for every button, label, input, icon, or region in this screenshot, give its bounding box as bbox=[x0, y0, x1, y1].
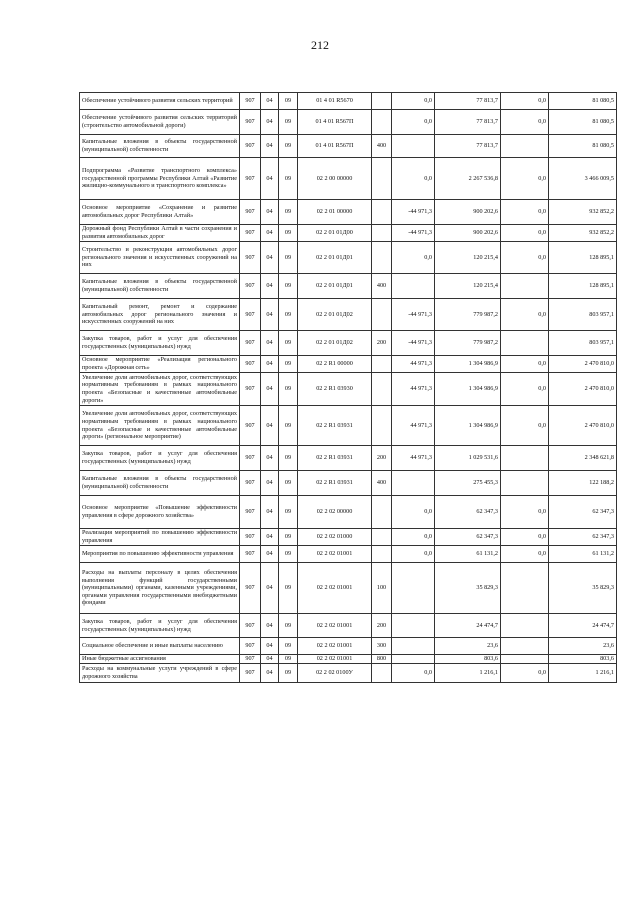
col-vr bbox=[372, 158, 392, 200]
col-change: 0,0 bbox=[392, 496, 435, 529]
col-csr: 02 2 R1 03930 bbox=[298, 373, 372, 406]
row-name: Капитальные вложения в объекты государственной (муниципальной) собственности bbox=[80, 471, 240, 496]
col-rz: 04 bbox=[261, 225, 279, 242]
col-rz: 04 bbox=[261, 331, 279, 356]
col-amount-2: 2 470 810,0 bbox=[549, 406, 617, 446]
row-name: Обеспечение устойчивого развития сельских территорий bbox=[80, 93, 240, 110]
col-change-2 bbox=[501, 274, 549, 299]
col-rz: 04 bbox=[261, 664, 279, 683]
col-pr: 09 bbox=[279, 446, 298, 471]
col-csr: 02 2 02 01001 bbox=[298, 655, 372, 664]
col-pr: 09 bbox=[279, 563, 298, 614]
col-change-2 bbox=[501, 614, 549, 638]
col-amount-2: 3 466 009,5 bbox=[549, 158, 617, 200]
col-gr: 907 bbox=[240, 110, 261, 135]
row-name: Закупка товаров, работ и услуг для обеспечения государственных (муниципальных) нужд bbox=[80, 446, 240, 471]
row-name: Реализация мероприятий по повышению эффективности управления bbox=[80, 529, 240, 546]
table-row bbox=[80, 356, 617, 373]
col-vr: 800 bbox=[372, 655, 392, 664]
col-rz: 04 bbox=[261, 93, 279, 110]
col-rz: 04 bbox=[261, 655, 279, 664]
col-pr: 09 bbox=[279, 135, 298, 158]
col-csr: 02 2 01 01Д01 bbox=[298, 274, 372, 299]
table-row bbox=[80, 331, 617, 356]
row-name: Закупка товаров, работ и услуг для обеспечения государственных (муниципальных) нужд bbox=[80, 614, 240, 638]
col-vr bbox=[372, 373, 392, 406]
col-vr: 200 bbox=[372, 614, 392, 638]
col-change: 0,0 bbox=[392, 664, 435, 683]
col-change bbox=[392, 135, 435, 158]
table-row bbox=[80, 529, 617, 546]
table-body bbox=[80, 93, 617, 683]
col-amount-1: 1 029 531,6 bbox=[435, 446, 501, 471]
col-csr: 02 2 02 0100У bbox=[298, 664, 372, 683]
col-change: 0,0 bbox=[392, 242, 435, 274]
col-csr: 01 4 01 R5670 bbox=[298, 93, 372, 110]
col-rz: 04 bbox=[261, 242, 279, 274]
col-amount-1: 900 202,6 bbox=[435, 225, 501, 242]
col-gr: 907 bbox=[240, 471, 261, 496]
col-change: 0,0 bbox=[392, 546, 435, 563]
col-change-2: 0,0 bbox=[501, 242, 549, 274]
col-rz: 04 bbox=[261, 373, 279, 406]
col-vr: 300 bbox=[372, 638, 392, 655]
col-amount-2: 803,6 bbox=[549, 655, 617, 664]
col-change-2: 0,0 bbox=[501, 529, 549, 546]
col-gr: 907 bbox=[240, 496, 261, 529]
col-gr: 907 bbox=[240, 638, 261, 655]
col-change: 44 971,3 bbox=[392, 356, 435, 373]
col-change bbox=[392, 614, 435, 638]
col-csr: 02 2 02 00000 bbox=[298, 496, 372, 529]
col-amount-2: 81 080,5 bbox=[549, 93, 617, 110]
col-pr: 09 bbox=[279, 471, 298, 496]
table-row bbox=[80, 299, 617, 331]
col-gr: 907 bbox=[240, 546, 261, 563]
col-amount-2: 24 474,7 bbox=[549, 614, 617, 638]
col-pr: 09 bbox=[279, 93, 298, 110]
col-pr: 09 bbox=[279, 242, 298, 274]
col-rz: 04 bbox=[261, 110, 279, 135]
col-change-2 bbox=[501, 471, 549, 496]
col-amount-1: 77 813,7 bbox=[435, 93, 501, 110]
col-amount-2: 81 080,5 bbox=[549, 135, 617, 158]
row-name: Капитальный ремонт, ремонт и содержание автомобильных дорог регионального значения и искусственных сооружений на них bbox=[80, 299, 240, 331]
col-gr: 907 bbox=[240, 158, 261, 200]
col-vr: 100 bbox=[372, 563, 392, 614]
col-vr bbox=[372, 110, 392, 135]
row-name: Социальное обеспечение и иные выплаты населению bbox=[80, 638, 240, 655]
table-row bbox=[80, 406, 617, 446]
col-pr: 09 bbox=[279, 356, 298, 373]
col-pr: 09 bbox=[279, 638, 298, 655]
col-change: 44 971,3 bbox=[392, 373, 435, 406]
col-amount-1: 120 215,4 bbox=[435, 274, 501, 299]
col-amount-1: 1 304 986,9 bbox=[435, 356, 501, 373]
col-vr: 400 bbox=[372, 274, 392, 299]
col-change: 44 971,3 bbox=[392, 406, 435, 446]
col-change-2: 0,0 bbox=[501, 93, 549, 110]
col-rz: 04 bbox=[261, 471, 279, 496]
col-csr: 02 2 R1 03931 bbox=[298, 406, 372, 446]
col-change-2: 0,0 bbox=[501, 356, 549, 373]
col-amount-2: 35 829,3 bbox=[549, 563, 617, 614]
col-amount-1: 900 202,6 bbox=[435, 200, 501, 225]
col-pr: 09 bbox=[279, 110, 298, 135]
col-amount-2: 2 348 621,8 bbox=[549, 446, 617, 471]
col-pr: 09 bbox=[279, 664, 298, 683]
row-name: Увеличение доли автомобильных дорог, соответствующих нормативным требованиям в рамках национального проекта «Безопасные и качественные автомобильные дороги» bbox=[80, 373, 240, 406]
col-vr bbox=[372, 356, 392, 373]
col-change-2: 0,0 bbox=[501, 225, 549, 242]
col-csr: 02 2 01 01Д00 bbox=[298, 225, 372, 242]
col-gr: 907 bbox=[240, 614, 261, 638]
col-csr: 02 2 01 01Д01 bbox=[298, 242, 372, 274]
col-pr: 09 bbox=[279, 546, 298, 563]
col-vr bbox=[372, 529, 392, 546]
col-pr: 09 bbox=[279, 406, 298, 446]
col-gr: 907 bbox=[240, 529, 261, 546]
col-amount-2: 2 470 810,0 bbox=[549, 356, 617, 373]
col-csr: 02 2 R1 03931 bbox=[298, 471, 372, 496]
col-pr: 09 bbox=[279, 274, 298, 299]
col-change-2: 0,0 bbox=[501, 200, 549, 225]
row-name: Капитальные вложения в объекты государственной (муниципальной) собственности bbox=[80, 135, 240, 158]
col-amount-1: 1 304 986,9 bbox=[435, 373, 501, 406]
col-csr: 02 2 01 01Д02 bbox=[298, 331, 372, 356]
row-name: Основное мероприятие «Повышение эффективности управления в сфере дорожного хозяйства» bbox=[80, 496, 240, 529]
col-amount-2: 2 470 810,0 bbox=[549, 373, 617, 406]
col-change-2: 0,0 bbox=[501, 158, 549, 200]
col-amount-2: 81 080,5 bbox=[549, 110, 617, 135]
row-name: Мероприятия по повышению эффективности управления bbox=[80, 546, 240, 563]
col-csr: 02 2 R1 00000 bbox=[298, 356, 372, 373]
col-gr: 907 bbox=[240, 664, 261, 683]
col-amount-2: 932 852,2 bbox=[549, 225, 617, 242]
col-vr bbox=[372, 93, 392, 110]
col-amount-1: 275 455,3 bbox=[435, 471, 501, 496]
col-gr: 907 bbox=[240, 446, 261, 471]
col-change-2 bbox=[501, 135, 549, 158]
col-amount-1: 779 987,2 bbox=[435, 299, 501, 331]
col-change-2 bbox=[501, 638, 549, 655]
row-name: Строительство и реконструкция автомобильных дорог регионального значения и искусственных сооружений на них bbox=[80, 242, 240, 274]
row-name: Закупка товаров, работ и услуг для обеспечения государственных (муниципальных) нужд bbox=[80, 331, 240, 356]
col-pr: 09 bbox=[279, 496, 298, 529]
col-vr bbox=[372, 299, 392, 331]
col-amount-2: 128 895,1 bbox=[549, 274, 617, 299]
col-change: -44 971,3 bbox=[392, 200, 435, 225]
col-gr: 907 bbox=[240, 655, 261, 664]
col-change: 0,0 bbox=[392, 529, 435, 546]
row-name: Основное мероприятие «Реализация регионального проекта «Дорожная сеть» bbox=[80, 356, 240, 373]
table-row bbox=[80, 274, 617, 299]
col-gr: 907 bbox=[240, 225, 261, 242]
col-amount-2: 23,6 bbox=[549, 638, 617, 655]
col-vr bbox=[372, 200, 392, 225]
col-amount-1: 1 304 986,9 bbox=[435, 406, 501, 446]
col-amount-2: 932 852,2 bbox=[549, 200, 617, 225]
col-change: -44 971,3 bbox=[392, 331, 435, 356]
table-row bbox=[80, 225, 617, 242]
col-gr: 907 bbox=[240, 406, 261, 446]
col-gr: 907 bbox=[240, 373, 261, 406]
col-rz: 04 bbox=[261, 356, 279, 373]
col-vr bbox=[372, 496, 392, 529]
col-amount-1: 1 216,1 bbox=[435, 664, 501, 683]
col-amount-1: 24 474,7 bbox=[435, 614, 501, 638]
col-csr: 02 2 02 01001 bbox=[298, 638, 372, 655]
col-gr: 907 bbox=[240, 563, 261, 614]
col-vr: 200 bbox=[372, 331, 392, 356]
col-vr: 200 bbox=[372, 446, 392, 471]
col-csr: 02 2 R1 03931 bbox=[298, 446, 372, 471]
table-row bbox=[80, 563, 617, 614]
col-change bbox=[392, 655, 435, 664]
row-name: Увеличение доли автомобильных дорог, соответствующих нормативным требованиям в рамках национального проекта «Безопасные и качественные автомобильные дороги» (региональное мероприятие) bbox=[80, 406, 240, 446]
table-row bbox=[80, 546, 617, 563]
table-row bbox=[80, 655, 617, 664]
col-rz: 04 bbox=[261, 274, 279, 299]
col-amount-2: 62 347,3 bbox=[549, 529, 617, 546]
table-row bbox=[80, 373, 617, 406]
col-pr: 09 bbox=[279, 200, 298, 225]
row-name: Расходы на коммунальные услуги учреждений в сфере дорожного хозяйства bbox=[80, 664, 240, 683]
col-rz: 04 bbox=[261, 638, 279, 655]
col-pr: 09 bbox=[279, 373, 298, 406]
row-name: Иные бюджетные ассигнования bbox=[80, 655, 240, 664]
table-row bbox=[80, 93, 617, 110]
col-rz: 04 bbox=[261, 529, 279, 546]
col-amount-1: 779 987,2 bbox=[435, 331, 501, 356]
col-amount-1: 61 131,2 bbox=[435, 546, 501, 563]
col-amount-1: 62 347,3 bbox=[435, 529, 501, 546]
col-gr: 907 bbox=[240, 135, 261, 158]
col-amount-2: 62 347,3 bbox=[549, 496, 617, 529]
row-name: Обеспечение устойчивого развития сельских территорий (строительство автомобильной дороги) bbox=[80, 110, 240, 135]
col-change-2: 0,0 bbox=[501, 496, 549, 529]
col-csr: 02 2 02 01001 bbox=[298, 614, 372, 638]
row-name: Расходы на выплаты персоналу в целях обеспечения выполнения функций государственными (муниципальными) органами, казенными учреждениями, органами управления государственными внебюджетными фондами bbox=[80, 563, 240, 614]
col-vr bbox=[372, 225, 392, 242]
row-name: Дорожный фонд Республики Алтай в части сохранения и развития автомобильных дорог bbox=[80, 225, 240, 242]
col-amount-1: 35 829,3 bbox=[435, 563, 501, 614]
col-amount-1: 803,6 bbox=[435, 655, 501, 664]
col-change: 0,0 bbox=[392, 93, 435, 110]
col-gr: 907 bbox=[240, 299, 261, 331]
col-change-2 bbox=[501, 446, 549, 471]
col-change-2: 0,0 bbox=[501, 299, 549, 331]
col-csr: 02 2 02 01001 bbox=[298, 546, 372, 563]
col-change-2: 0,0 bbox=[501, 110, 549, 135]
col-change-2: 0,0 bbox=[501, 406, 549, 446]
col-amount-2: 803 957,1 bbox=[549, 299, 617, 331]
table-row bbox=[80, 614, 617, 638]
col-rz: 04 bbox=[261, 546, 279, 563]
col-change-2 bbox=[501, 331, 549, 356]
col-rz: 04 bbox=[261, 135, 279, 158]
col-change-2: 0,0 bbox=[501, 373, 549, 406]
col-amount-1: 62 347,3 bbox=[435, 496, 501, 529]
col-gr: 907 bbox=[240, 242, 261, 274]
col-change bbox=[392, 638, 435, 655]
col-gr: 907 bbox=[240, 200, 261, 225]
col-amount-1: 77 813,7 bbox=[435, 135, 501, 158]
table-row bbox=[80, 446, 617, 471]
col-csr: 02 2 01 01Д02 bbox=[298, 299, 372, 331]
col-pr: 09 bbox=[279, 655, 298, 664]
table-row bbox=[80, 135, 617, 158]
budget-table bbox=[79, 92, 617, 683]
col-vr: 400 bbox=[372, 471, 392, 496]
col-change-2: 0,0 bbox=[501, 546, 549, 563]
col-csr: 01 4 01 R567П bbox=[298, 110, 372, 135]
col-rz: 04 bbox=[261, 563, 279, 614]
col-vr bbox=[372, 546, 392, 563]
col-amount-1: 77 813,7 bbox=[435, 110, 501, 135]
col-rz: 04 bbox=[261, 496, 279, 529]
table-row bbox=[80, 158, 617, 200]
col-rz: 04 bbox=[261, 446, 279, 471]
col-pr: 09 bbox=[279, 529, 298, 546]
col-vr bbox=[372, 242, 392, 274]
col-rz: 04 bbox=[261, 158, 279, 200]
col-pr: 09 bbox=[279, 614, 298, 638]
col-amount-2: 61 131,2 bbox=[549, 546, 617, 563]
col-change: -44 971,3 bbox=[392, 225, 435, 242]
row-name: Подпрограмма «Развитие транспортного комплекса» государственной программы Республики Алтай «Развитие жилищно-коммунального и транспортного комплекса» bbox=[80, 158, 240, 200]
table-row bbox=[80, 200, 617, 225]
table-row bbox=[80, 664, 617, 683]
col-rz: 04 bbox=[261, 200, 279, 225]
table-row bbox=[80, 496, 617, 529]
page-number: 212 bbox=[311, 38, 329, 52]
col-rz: 04 bbox=[261, 406, 279, 446]
row-name: Капитальные вложения в объекты государственной (муниципальной) собственности bbox=[80, 274, 240, 299]
col-gr: 907 bbox=[240, 274, 261, 299]
col-pr: 09 bbox=[279, 331, 298, 356]
col-amount-1: 2 267 536,8 bbox=[435, 158, 501, 200]
col-pr: 09 bbox=[279, 299, 298, 331]
col-amount-1: 120 215,4 bbox=[435, 242, 501, 274]
col-change-2: 0,0 bbox=[501, 664, 549, 683]
col-rz: 04 bbox=[261, 299, 279, 331]
table-row bbox=[80, 638, 617, 655]
col-change: 44 971,3 bbox=[392, 446, 435, 471]
col-change bbox=[392, 471, 435, 496]
col-csr: 01 4 01 R567П bbox=[298, 135, 372, 158]
col-change bbox=[392, 274, 435, 299]
col-amount-2: 803 957,1 bbox=[549, 331, 617, 356]
col-amount-2: 1 216,1 bbox=[549, 664, 617, 683]
col-csr: 02 2 00 00000 bbox=[298, 158, 372, 200]
col-vr: 400 bbox=[372, 135, 392, 158]
col-amount-2: 128 895,1 bbox=[549, 242, 617, 274]
col-vr bbox=[372, 406, 392, 446]
col-change: 0,0 bbox=[392, 158, 435, 200]
col-amount-1: 23,6 bbox=[435, 638, 501, 655]
col-change: -44 971,3 bbox=[392, 299, 435, 331]
col-pr: 09 bbox=[279, 225, 298, 242]
col-csr: 02 2 02 01001 bbox=[298, 563, 372, 614]
col-change-2 bbox=[501, 563, 549, 614]
col-gr: 907 bbox=[240, 331, 261, 356]
col-change bbox=[392, 563, 435, 614]
col-rz: 04 bbox=[261, 614, 279, 638]
table-row bbox=[80, 471, 617, 496]
col-csr: 02 2 02 01000 bbox=[298, 529, 372, 546]
col-amount-2: 122 188,2 bbox=[549, 471, 617, 496]
col-gr: 907 bbox=[240, 356, 261, 373]
col-vr bbox=[372, 664, 392, 683]
col-csr: 02 2 01 00000 bbox=[298, 200, 372, 225]
col-change: 0,0 bbox=[392, 110, 435, 135]
table-row bbox=[80, 110, 617, 135]
table-row bbox=[80, 242, 617, 274]
col-pr: 09 bbox=[279, 158, 298, 200]
col-gr: 907 bbox=[240, 93, 261, 110]
row-name: Основное мероприятие «Сохранение и развитие автомобильных дорог Республики Алтай» bbox=[80, 200, 240, 225]
col-change-2 bbox=[501, 655, 549, 664]
